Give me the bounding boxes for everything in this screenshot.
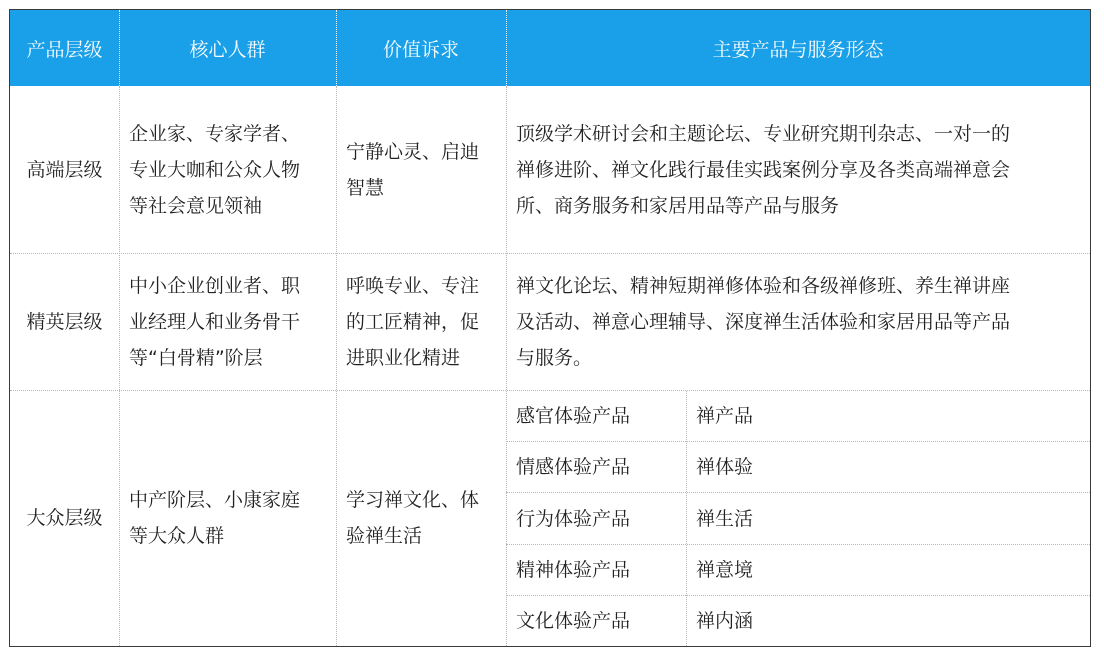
text-line: 等社会意见领袖 — [129, 194, 263, 217]
cell-level — [10, 86, 119, 253]
cell-value — [336, 390, 506, 646]
sub-type-cell — [506, 545, 686, 595]
text-line: 专业大咖和公众人物 — [129, 158, 301, 181]
header-cell-products: 主要产品与服务形态 — [712, 38, 884, 61]
level-text: 大众层级 — [26, 507, 103, 529]
cell-value — [336, 86, 506, 253]
table-header — [10, 10, 1090, 86]
sub-type-cell — [506, 493, 686, 544]
cell-level — [10, 253, 119, 390]
products-text — [516, 116, 1010, 224]
header-cell-people: 核心人群 — [189, 38, 266, 61]
cell-people — [119, 253, 336, 390]
text-line: 中小企业创业者、职 — [129, 274, 301, 297]
cell-people — [119, 86, 336, 253]
header-cell-value: 价值诉求 — [382, 38, 459, 61]
sub-name-cell — [686, 391, 1090, 441]
text-line: 呼唤专业、专注 — [346, 274, 480, 297]
cell-level — [10, 390, 119, 646]
text-line: 智慧 — [346, 176, 385, 199]
sub-type-text: 精神体验产品 — [516, 559, 631, 581]
text-line: 与服务。 — [516, 346, 593, 369]
value-text — [346, 268, 479, 376]
text-line: 禅修进阶、禅文化践行最佳实践案例分享及各类高端禅意会 — [516, 158, 1011, 181]
text-line: 禅文化论坛、精神短期禅修体验和各级禅修班、养生禅讲座 — [516, 274, 1011, 297]
sub-type-text: 情感体验产品 — [516, 456, 631, 478]
sub-type-cell — [506, 596, 686, 646]
sub-type-text: 文化体验产品 — [516, 610, 631, 632]
sub-type-text: 行为体验产品 — [516, 507, 631, 530]
level-text: 精英层级 — [26, 310, 103, 333]
value-text — [346, 482, 479, 554]
text-line: 所、商务服务和家居用品等产品与服务 — [516, 194, 840, 217]
text-line: 顶级学术研讨会和主题论坛、专业研究期刊杂志、一对一的 — [516, 122, 1011, 145]
sub-type-cell — [506, 442, 686, 492]
text-line: 进职业化精进 — [346, 346, 461, 369]
sub-name-cell — [686, 493, 1090, 544]
cell-products — [506, 86, 1090, 253]
text-line: 宁静心灵、启迪 — [346, 140, 480, 163]
text-line: 验禅生活 — [346, 525, 423, 547]
text-line: 学习禅文化、体 — [346, 489, 480, 511]
product-tier-table — [9, 9, 1091, 647]
products-text — [516, 268, 1010, 376]
sub-name-cell — [686, 442, 1090, 492]
sub-name-text: 禅生活 — [696, 507, 754, 530]
sub-type-cell — [506, 391, 686, 441]
value-text — [346, 134, 479, 206]
sub-name-cell — [686, 596, 1090, 646]
people-text — [129, 116, 300, 224]
sub-name-text: 禅内涵 — [696, 610, 754, 632]
text-line: 等大众人群 — [129, 525, 225, 547]
cell-people — [119, 390, 336, 646]
text-line: 的工匠精神，促 — [346, 310, 480, 333]
header-cell-level: 产品层级 — [26, 38, 103, 61]
sub-name-text: 禅体验 — [696, 456, 754, 478]
text-line: 及活动、禅意心理辅导、深度禅生活体验和家居用品等产品 — [516, 310, 1011, 333]
cell-value — [336, 253, 506, 390]
level-text: 高端层级 — [26, 158, 103, 181]
text-line: 企业家、专家学者、 — [129, 122, 301, 145]
sub-name-text: 禅意境 — [696, 559, 754, 581]
header-divider — [336, 10, 337, 86]
header-divider — [119, 10, 120, 86]
people-text — [129, 482, 300, 554]
sub-name-text: 禅产品 — [696, 405, 754, 427]
text-line: 等“白骨精”阶层 — [129, 346, 263, 369]
text-line: 中产阶层、小康家庭 — [129, 489, 301, 511]
sub-type-text: 感官体验产品 — [516, 405, 631, 427]
header-divider — [506, 10, 507, 86]
text-line: 业经理人和业务骨干 — [129, 310, 301, 333]
people-text — [129, 268, 300, 376]
sub-name-cell — [686, 545, 1090, 595]
cell-products — [506, 253, 1090, 390]
